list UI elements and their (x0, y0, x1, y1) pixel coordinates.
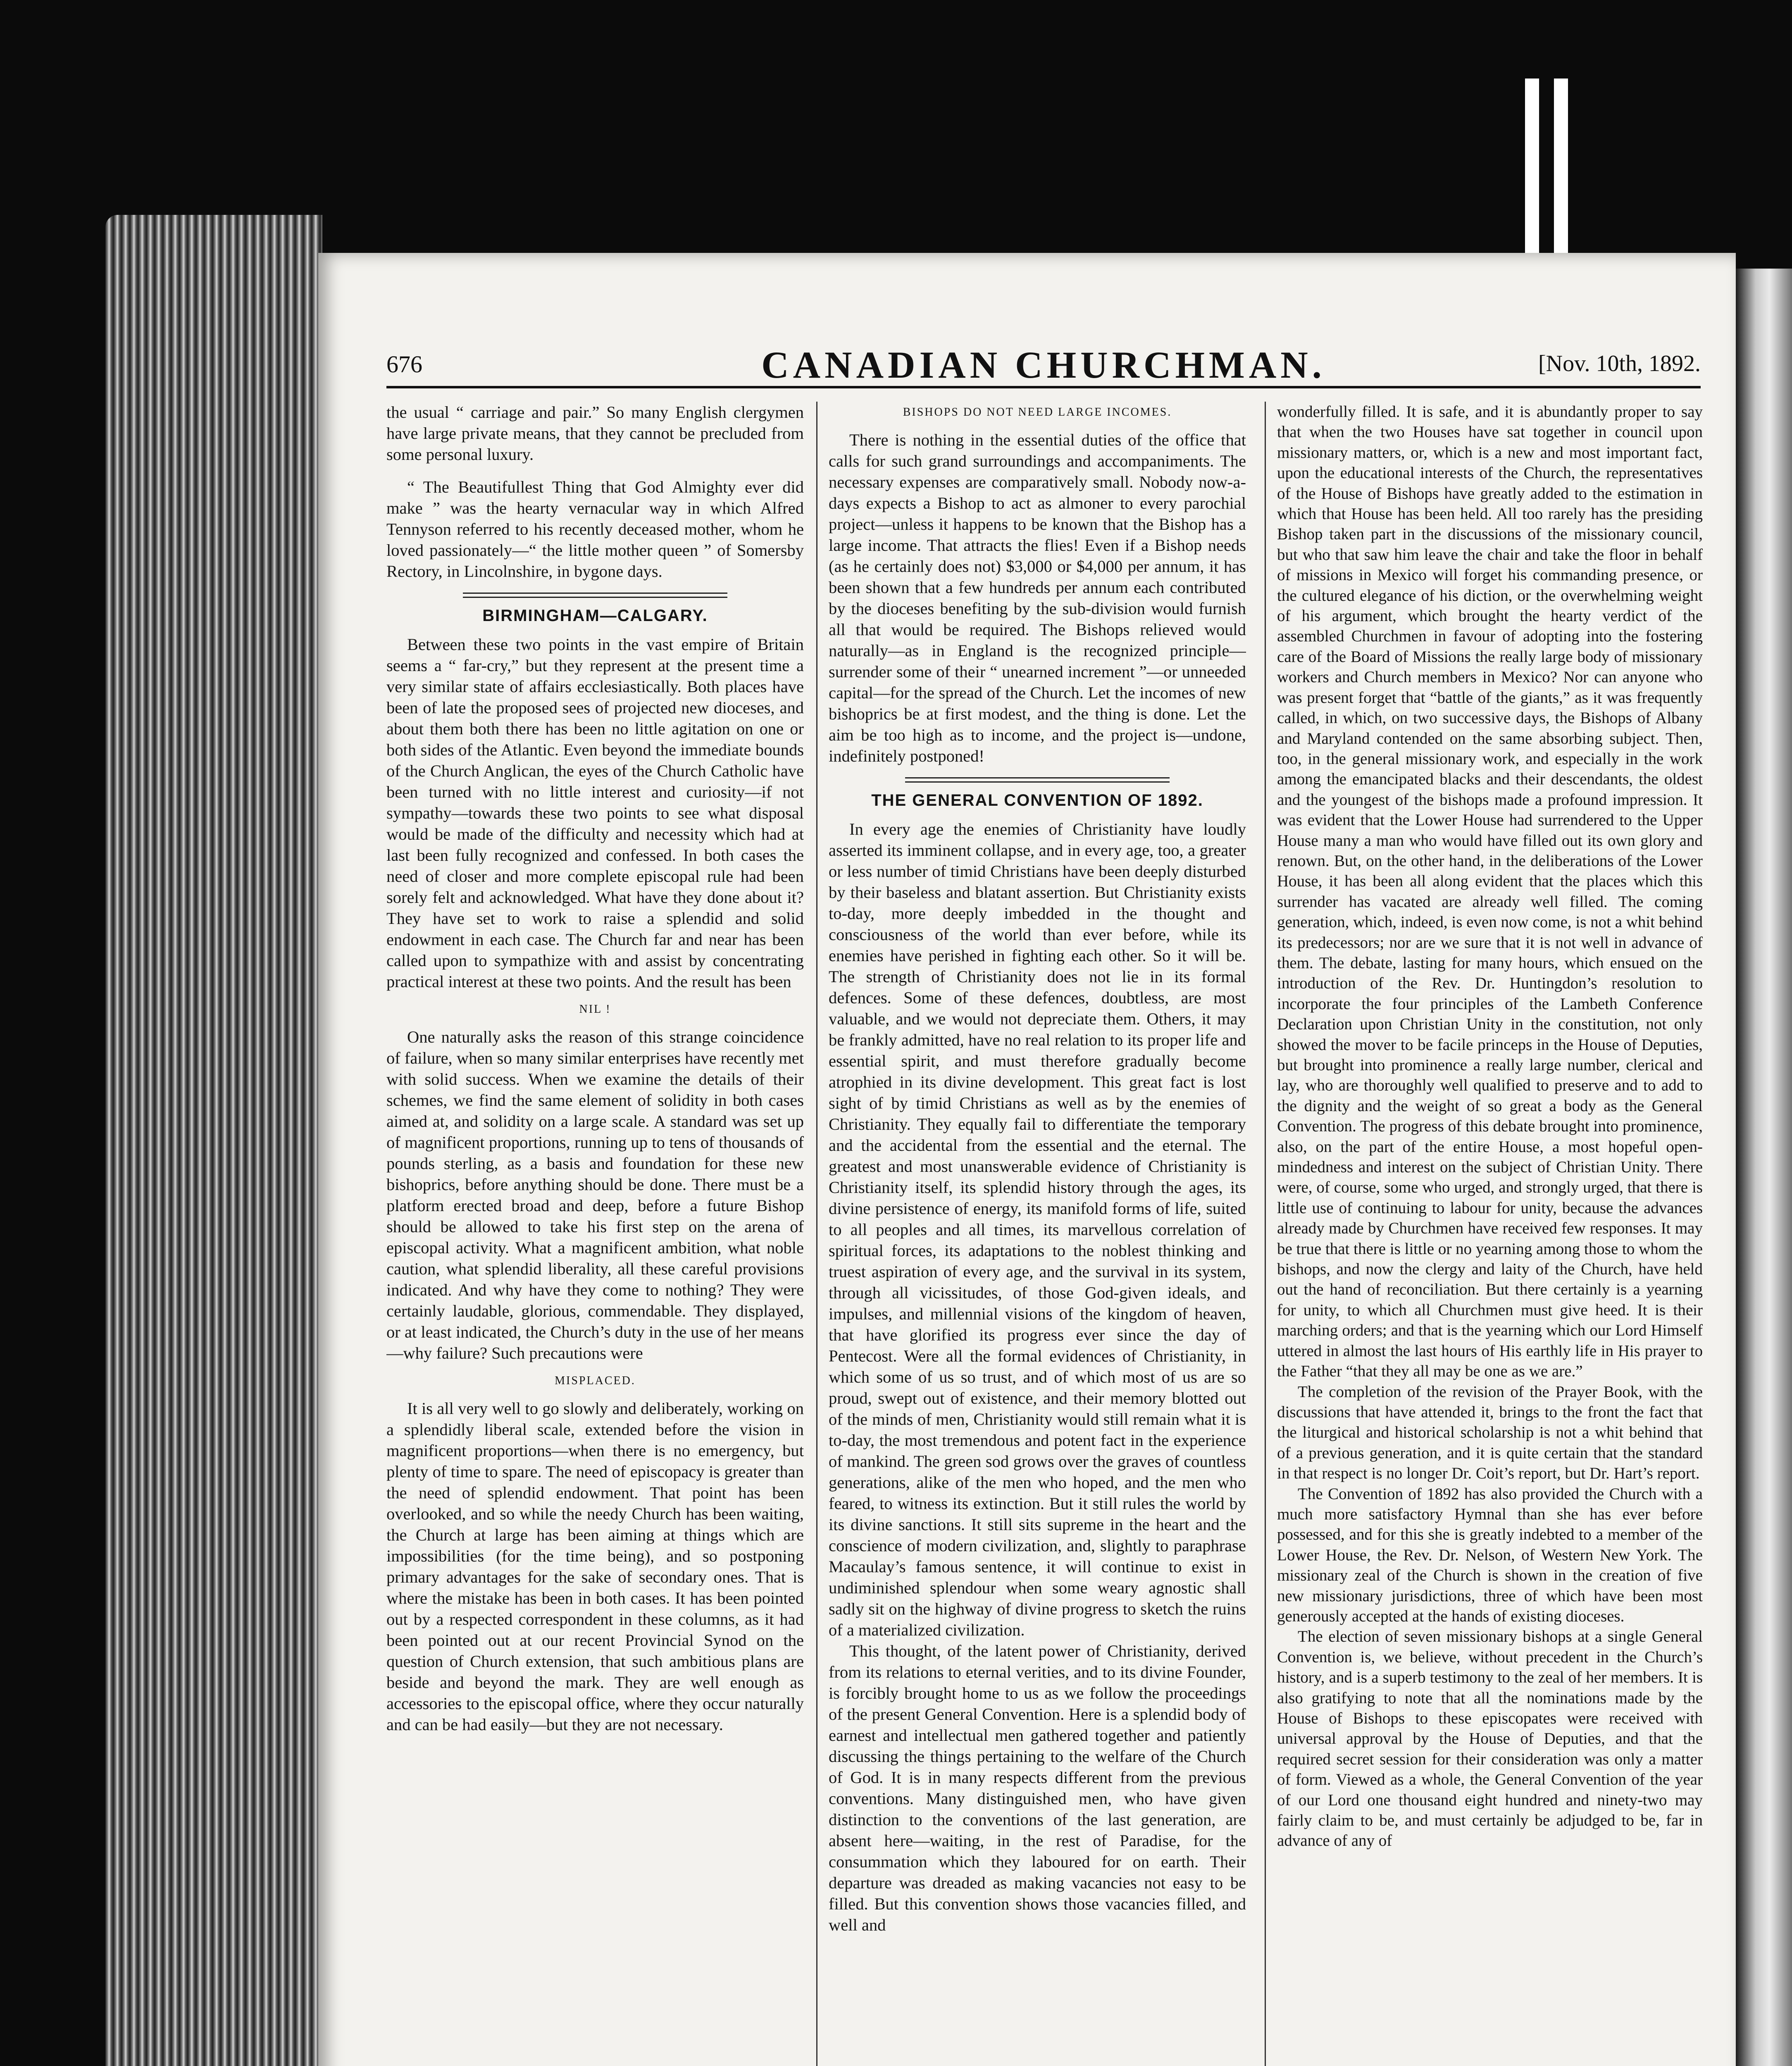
paragraph: It is all very well to go slowly and deliberately, working on a splendidly liberal scale, extended before the vision in magnificent proportions—when there is no emergency, but plenty of time to spare. The need of episcopacy is greater than the need of splendid endowment. That point has been overlooked, and so while the needy Church has been waiting, the Church at large has been aiming at things which are impossibilities (for the time being), and so postponing primary advantages for the sake of secondary ones. That is where the mistake has been in both cases. It has been pointed out by a respected correspondent in these columns, as it had been pointed out at our recent Provincial Synod on the question of Church extension, that such ambitious plans are beside and beyond the mark. They are well enough as accessories to the episcopal office, where they occur naturally and can be had easily—but they are not necessary. (386, 1399, 804, 1734)
book-page-edges (105, 215, 322, 2066)
paragraph: One naturally asks the reason of this strange coincidence of failure, when so many similar enterprises have recently met with solid success. When we examine the details of their schemes, we find the same element of solidity in both cases aimed at, and solidity on a large scale. A standard was set up of magnificent proportions, running up to tens of thousands of pounds sterling, as a basis and foundation for these new bishoprics, before anything should be done. There must be a platform erected broad and deep, before a future Bishop should be allowed to take his first step on the arena of episcopal activity. What a magnificent ambition, what noble caution, what splendid liberality, all these careful provisions indicated. And why have they come to nothing? They were certainly laudable, glorious, commendable. They displayed, or at least indicated, the Church’s duty in the use of her means—why failure? Such precautions were (386, 1028, 804, 1362)
paragraph: the usual “ carriage and pair.” So many English clergymen have large private means, that they cannot be precluded from some personal luxury. (386, 403, 804, 464)
paragraph: The completion of the revision of the Prayer Book, with the discussions that have attended it, brings to the front the fact that the liturgical and historical scholarship is not a whit behind that of a previous generation, and it is quite certain that the standard in that respect is no longer Dr. Coit’s report, but Dr. Hart’s report. (1277, 1383, 1703, 1483)
paragraph: wonderfully filled. It is safe, and it is abundantly proper to say that when the two Houses have sat together in council upon missionary matters, or, which is a new and most important fact, upon the educational interests of the Church, the representatives of the House of Bishops have greatly added to the estimation in which that House has been held. All too rarely has the presiding Bishop taken part in the discussions of the missionary council, but who that saw him leave the chair and take the floor in behalf of missions in Mexico will forget his commanding presence, or the cultured elegance of his diction, or the overwhelming weight of his argument, which brought the hearty verdict of the assembled Churchmen in favour of adopting into the fostering care of the Board of Missions the really large body of missionary workers and Church members in Mexico? Nor can anyone who was present forget that “battle of the giants,” as it was frequently called, in which, on two successive days, the Bishops of Albany and Maryland contended on the same absorbing subject. Then, too, in the general missionary work, and especially in the work among the emancipated blacks and their descendants, the oldest and the youngest of the bishops made a profound impression. It was evident that the Lower House had surrendered to the Upper House many a man who would have filled out its own glory and renown. But, on the other hand, in the deliberations of the Lower House, it has been all along evident that the places which this surrender has vacated are already well filled. The coming generation, which, indeed, is even now come, is not a whit behind its predecessors; nor are we sure that it is not well in advance of them. The debate, lasting for many hours, which ensued on the introduction of the Rev. Dr. Huntingdon’s resolution to incorporate the four principles of the Lambeth Conference Declaration upon Christian Unity in the constitution, not only showed the mover to be facile princeps in the House of Deputies, but brought into prominence a really large number, clerical and lay, who are thoroughly well qualified to preserve and to add to the dignity and the weight of so great a body as the General Convention. The progress of this debate brought into prominence, also, on the part of the entire House, a most hopeful open-mindedness and interest on the subject of Christian Unity. There were, of course, some who urged, and strongly urged, that there is little use of continuing to labour for unity, because the advances already made by Churchmen have received few responses. It may be true that there is little or no yearning among those to whom the bishops, and now the clergy and laity of the Church, have held out the hand of reconciliation. But there certainly is a yearning for unity, to which all Churchmen must give heed. It is their marching orders; and that is the yearning which our Lord Himself uttered in almost the last hours of His earthly life in His prayer to the Father “that they all may be one as we are.” (1277, 403, 1703, 1381)
page-header (386, 343, 1701, 386)
header-rule (386, 386, 1701, 388)
column-left (386, 402, 804, 2066)
paragraph: In every age the enemies of Christianity have loudly asserted its imminent collapse, and in every age, too, a greater or less number of timid Christians have been deeply disturbed by their baseless and blatant assertion. But Christianity exists to-day, more deeply imbedded in the thought and consciousness of the world than ever before, while its enemies have perished in fighting each other. So it will be. The strength of Christianity does not lie in its formal defences. Some of these defences, doubtless, are most valuable, and we would not depreciate them. Others, it may be frankly admitted, have no real relation to its proper life and essential spirit, and must therefore gradually become atrophied in its divine development. This great fact is lost sight of by timid Christians as well as by the enemies of Christianity. They equally fail to differentiate the temporary and the accidental from the essential and the eternal. The greatest and most unanswerable evidence of Christianity is Christianity itself, its splendid history through the ages, its divine persistence of energy, its manifold forms of life, suited to all peoples and all times, its marvellous correlation of spiritual forces, its adaptations to the noblest thinking and truest aspiration of every age, and the survival in its system, through all vicissitudes, of those God-given ideals, and impulses, and millennial visions of the kingdom of heaven, that have glorified its progress ever since the day of Pentecost. Were all the formal evidences of Christianity, in which some of us so trust, and of which most of us are so proud, swept out of existence, and their memory blotted out of the minds of men, Christianity would still remain what it is to-day, the most tremendous and potent fact in the experience of mankind. The green sod grows over the graves of countless generations, alike of the men who hoped, and the men who feared, to witness its extinction. But it still rules the world by its divine sanctions. It still sits supreme in the heart and the conscience of modern civilization, and, slightly to paraphrase Macaulay’s famous sentence, it will continue to exist in undiminished splendour when some weary agnostic shall sadly sit on the highway of divine progress to sketch the ruins of a materialized civilization. (829, 820, 1246, 1639)
issue-date: [Nov. 10th, 1892. (1538, 351, 1701, 376)
binding-clip-top-2 (1554, 79, 1568, 264)
column-right (1277, 402, 1703, 2066)
subheading-nil: NIL ! (579, 1003, 611, 1016)
paragraph: The election of seven missionary bishops at a single General Convention is, we believe, without precedent in the Church’s history, and is a superb testimony to the zeal of her members. It is also gratifying to note that all the nominations made by the House of Bishops to these episcopates were received with universal approval by the House of Deputies, and that the required secret session for their consideration was only a matter of form. Viewed as a whole, the General Convention of the year of our Lord one thousand eight hundred and ninety-two may fairly claim to be, and must certainly be adjudged to be, far in advance of any of (1277, 1628, 1703, 1850)
paragraph: This thought, of the latent power of Christianity, derived from its relations to eternal verities, and to its divine Founder, is forcibly brought home to us as we follow the proceedings of the present General Convention. Here is a splendid body of earnest and intellectual men gathered together and patiently discussing the things pertaining to the welfare of the Church of God. It is in many respects different from the previous conventions. Many distinguished men, who have given distinction to the conventions of the last generation, are absent here—waiting, in the rest of Paradise, for the consummation which they laboured for on earth. Their departure was dreaded as making vacancies not easy to be filled. But this convention shows those vacancies filled, and well and (829, 1642, 1246, 1934)
paragraph: The Convention of 1892 has also provided the Church with a much more satisfactory Hymnal than she has ever before possessed, and for this she is greatly indebted to a member of the Lower House, the Rev. Dr. Nelson, of Western New York. The missionary zeal of the Church is shown in the creation of five new missionary jurisdictions, three of which have been most generously accepted at the hands of existing dioceses. (1277, 1485, 1703, 1625)
headline-general-convention: THE GENERAL CONVENTION OF 1892. (871, 791, 1203, 809)
masthead-title: CANADIAN CHURCHMAN. (761, 344, 1326, 386)
column-rule (1265, 402, 1266, 2066)
spacer (386, 465, 804, 476)
headline-birmingham-calgary: BIRMINGHAM—CALGARY. (482, 607, 708, 625)
binding-clip-top-1 (1525, 79, 1539, 264)
paragraph: “ The Beautifullest Thing that God Almighty ever did make ” was the hearty vernacular way in which Alfred Tennyson referred to his recently deceased mother, whom he loved passionately—“ the little mother queen ” of Somersby Rectory, in Lincolnshire, in bygone days. (386, 478, 804, 581)
subheading-bishops-incomes: BISHOPS DO NOT NEED LARGE INCOMES. (903, 406, 1172, 419)
paragraph: Between these two points in the vast empire of Britain seems a “ far-cry,” but they represent at the present time a very similar state of affairs ecclesiastically. Both places have been of late the proposed sees of projected new dioceses, and about them both there has been no little agitation on one or both sides of the Atlantic. Even beyond the immediate bounds of the Church Anglican, the eyes of the Church Catholic have been turned with no little interest and curiosity—if not sympathy—towards these two points to see what disposal would be made of the difficulty and necessity which had at last been fully recognized and confessed. In both cases the need of closer and more complete episcopal rule had been sorely felt and acknowledged. What have they done about it? They have set to work to raise a splendid and solid endowment in each case. The Church far and near has been called upon to sympathize with and assist by concentrating practical interest at these two points. And the result has been (386, 635, 804, 991)
page-number: 676 (386, 351, 422, 378)
column-rule (816, 402, 817, 2066)
subheading-misplaced: MISPLACED. (555, 1374, 636, 1387)
facing-page-edge (1736, 269, 1792, 2066)
section-divider (463, 593, 727, 598)
newspaper-page (318, 253, 1736, 2066)
paragraph: There is nothing in the essential duties of the office that calls for such grand surroundings and accompaniments. The necessary expenses are comparatively small. Nobody now-a-days expects a Bishop to act as almoner to every parochial project—unless it happens to be known that the Bishop has a large income. That attracts the flies! Even if a Bishop needs (as he certainly does not) $3,000 or $4,000 per annum, it has been shown that a few hundreds per annum each contributed by the dioceses benefiting by the sub-division would furnish all that would be required. The Bishops relieved would naturally—as in England is the recognized principle—surrender some of their “ unearned increment ”—or unneeded capital—for the spread of the Church. Let the incomes of new bishoprics be at first modest, and the thing is done. Let the aim be too high as to income, and the project is—undone, indefinitely postponed! (829, 431, 1246, 765)
column-middle (829, 402, 1246, 2066)
section-divider (905, 777, 1170, 783)
